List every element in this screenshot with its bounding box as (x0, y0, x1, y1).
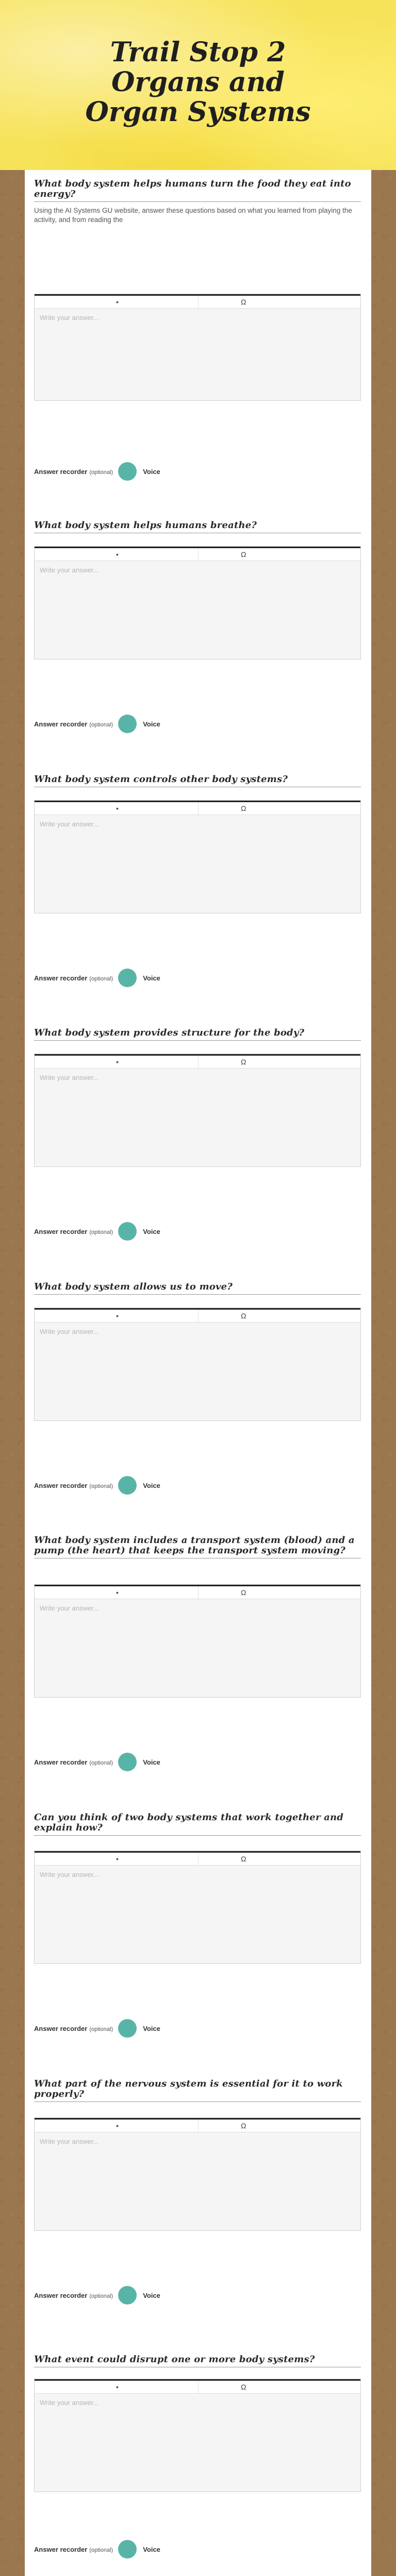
bullet-list-icon[interactable]: • (116, 804, 119, 812)
toolbar-divider (198, 1056, 199, 1069)
special-character-icon[interactable]: Ω (241, 550, 246, 558)
editor-toolbar (35, 547, 360, 561)
record-button[interactable] (118, 2540, 137, 2558)
answer-recorder-6 (34, 1752, 160, 1772)
question-8 (34, 2079, 361, 2102)
answer-textarea[interactable] (35, 1866, 360, 1963)
question-title: What body system helps humans turn the food they eat into energy? (34, 178, 351, 199)
bullet-list-icon[interactable]: • (116, 298, 119, 306)
question-title: Can you think of two body systems that work together and explain how? (34, 1812, 344, 1833)
bullet-list-icon[interactable]: • (116, 2122, 119, 2130)
toolbar-divider (198, 1310, 199, 1323)
question-5 (34, 1282, 361, 1295)
recorder-label: Answer recorder (optional) (34, 2024, 113, 2032)
divider (34, 1040, 361, 1041)
voice-label: Voice (143, 1227, 160, 1235)
answer-recorder-3 (34, 968, 160, 988)
question-1 (34, 179, 361, 225)
question-9 (34, 2354, 361, 2367)
record-button[interactable] (118, 2019, 137, 2038)
editor-toolbar (35, 1585, 360, 1599)
divider (34, 201, 361, 202)
question-4 (34, 1028, 361, 1041)
editor-toolbar (35, 1851, 360, 1866)
answer-editor-4 (34, 1054, 361, 1167)
answer-editor-2 (34, 546, 361, 659)
question-title: What part of the nervous system is essential for it to work properly? (34, 2078, 343, 2099)
record-button[interactable] (118, 1222, 137, 1241)
recorder-label: Answer recorder (optional) (34, 974, 113, 982)
special-character-icon[interactable]: Ω (241, 2122, 246, 2130)
voice-label: Voice (143, 720, 160, 728)
answer-recorder-9 (34, 2539, 160, 2560)
answer-recorder-1 (34, 461, 160, 482)
special-character-icon[interactable]: Ω (241, 1312, 246, 1320)
answer-editor-6 (34, 1584, 361, 1698)
question-7 (34, 1812, 361, 1836)
toolbar-divider (198, 296, 199, 309)
recorder-label: Answer recorder (optional) (34, 2545, 113, 2553)
record-button[interactable] (118, 2286, 137, 2304)
header-banner (0, 0, 396, 170)
answer-recorder-7 (34, 2018, 160, 2039)
answer-editor-8 (34, 2117, 361, 2231)
voice-label: Voice (143, 974, 160, 982)
divider (34, 1835, 361, 1836)
special-character-icon[interactable]: Ω (241, 2383, 246, 2391)
answer-textarea[interactable] (35, 309, 360, 400)
record-button[interactable] (118, 1753, 137, 1771)
answer-editor-9 (34, 2379, 361, 2492)
question-instructions: Using the AI Systems GU website, answer these questions based on what you learned from playing the activity, and from reading the (34, 207, 352, 224)
bullet-list-icon[interactable]: • (116, 1588, 119, 1597)
bullet-list-icon[interactable]: • (116, 1312, 119, 1320)
recorder-label: Answer recorder (optional) (34, 1481, 113, 1489)
answer-textarea[interactable] (35, 1069, 360, 1166)
voice-label: Voice (143, 467, 160, 476)
recorder-label: Answer recorder (optional) (34, 720, 113, 728)
recorder-label: Answer recorder (optional) (34, 1227, 113, 1235)
toolbar-divider (198, 548, 199, 562)
answer-textarea[interactable] (35, 2132, 360, 2230)
question-title: What body system helps humans breathe? (34, 520, 257, 531)
divider (34, 1294, 361, 1295)
bullet-list-icon[interactable]: • (116, 1855, 119, 1863)
question-3 (34, 774, 361, 787)
answer-textarea[interactable] (35, 2394, 360, 2492)
bullet-list-icon[interactable]: • (116, 2383, 119, 2391)
answer-textarea[interactable] (35, 561, 360, 659)
bullet-list-icon[interactable]: • (116, 550, 119, 558)
voice-label: Voice (143, 2024, 160, 2032)
recorder-label: Answer recorder (optional) (34, 1758, 113, 1766)
bullet-list-icon[interactable]: • (116, 1058, 119, 1066)
voice-label: Voice (143, 1481, 160, 1489)
answer-textarea[interactable] (35, 815, 360, 913)
answer-recorder-2 (34, 714, 160, 734)
toolbar-divider (198, 802, 199, 816)
editor-toolbar (35, 1054, 360, 1069)
record-button[interactable] (118, 1476, 137, 1495)
special-character-icon[interactable]: Ω (241, 804, 246, 812)
question-title: What body system allows us to move? (34, 1281, 233, 1292)
record-button[interactable] (118, 969, 137, 987)
voice-label: Voice (143, 2291, 160, 2299)
question-6 (34, 1535, 361, 1558)
toolbar-divider (198, 1853, 199, 1866)
record-button[interactable] (118, 462, 137, 481)
question-title: What body system controls other body systems? (34, 774, 288, 785)
worksheet-card (25, 170, 371, 2576)
special-character-icon[interactable]: Ω (241, 1058, 246, 1066)
answer-editor-5 (34, 1308, 361, 1421)
editor-toolbar (35, 2379, 360, 2394)
editor-toolbar (35, 1308, 360, 1323)
voice-label: Voice (143, 1758, 160, 1766)
question-title: What body system includes a transport system (blood) and a pump (the heart) that keeps the transport system moving? (34, 1535, 355, 1556)
answer-textarea[interactable] (35, 1599, 360, 1697)
page-title: Trail Stop 2 Organs and Organ Systems (85, 37, 311, 128)
answer-editor-1 (34, 294, 361, 401)
answer-recorder-8 (34, 2285, 160, 2306)
toolbar-divider (198, 2120, 199, 2133)
answer-recorder-4 (34, 1221, 160, 1242)
editor-toolbar (35, 294, 360, 309)
voice-label: Voice (143, 2545, 160, 2553)
question-title: What event could disrupt one or more body systems? (34, 2354, 315, 2365)
answer-editor-3 (34, 800, 361, 913)
answer-textarea[interactable] (35, 1323, 360, 1420)
answer-editor-7 (34, 1851, 361, 1964)
recorder-label: Answer recorder (optional) (34, 467, 113, 476)
answer-recorder-5 (34, 1475, 160, 1496)
recorder-label: Answer recorder (optional) (34, 2291, 113, 2299)
toolbar-divider (198, 1586, 199, 1600)
special-character-icon[interactable]: Ω (241, 298, 246, 306)
toolbar-divider (198, 2381, 199, 2394)
editor-toolbar (35, 2118, 360, 2132)
special-character-icon[interactable]: Ω (241, 1588, 246, 1597)
editor-toolbar (35, 801, 360, 815)
question-title: What body system provides structure for the body? (34, 1027, 305, 1038)
record-button[interactable] (118, 715, 137, 733)
special-character-icon[interactable]: Ω (241, 1855, 246, 1863)
question-2 (34, 520, 361, 533)
